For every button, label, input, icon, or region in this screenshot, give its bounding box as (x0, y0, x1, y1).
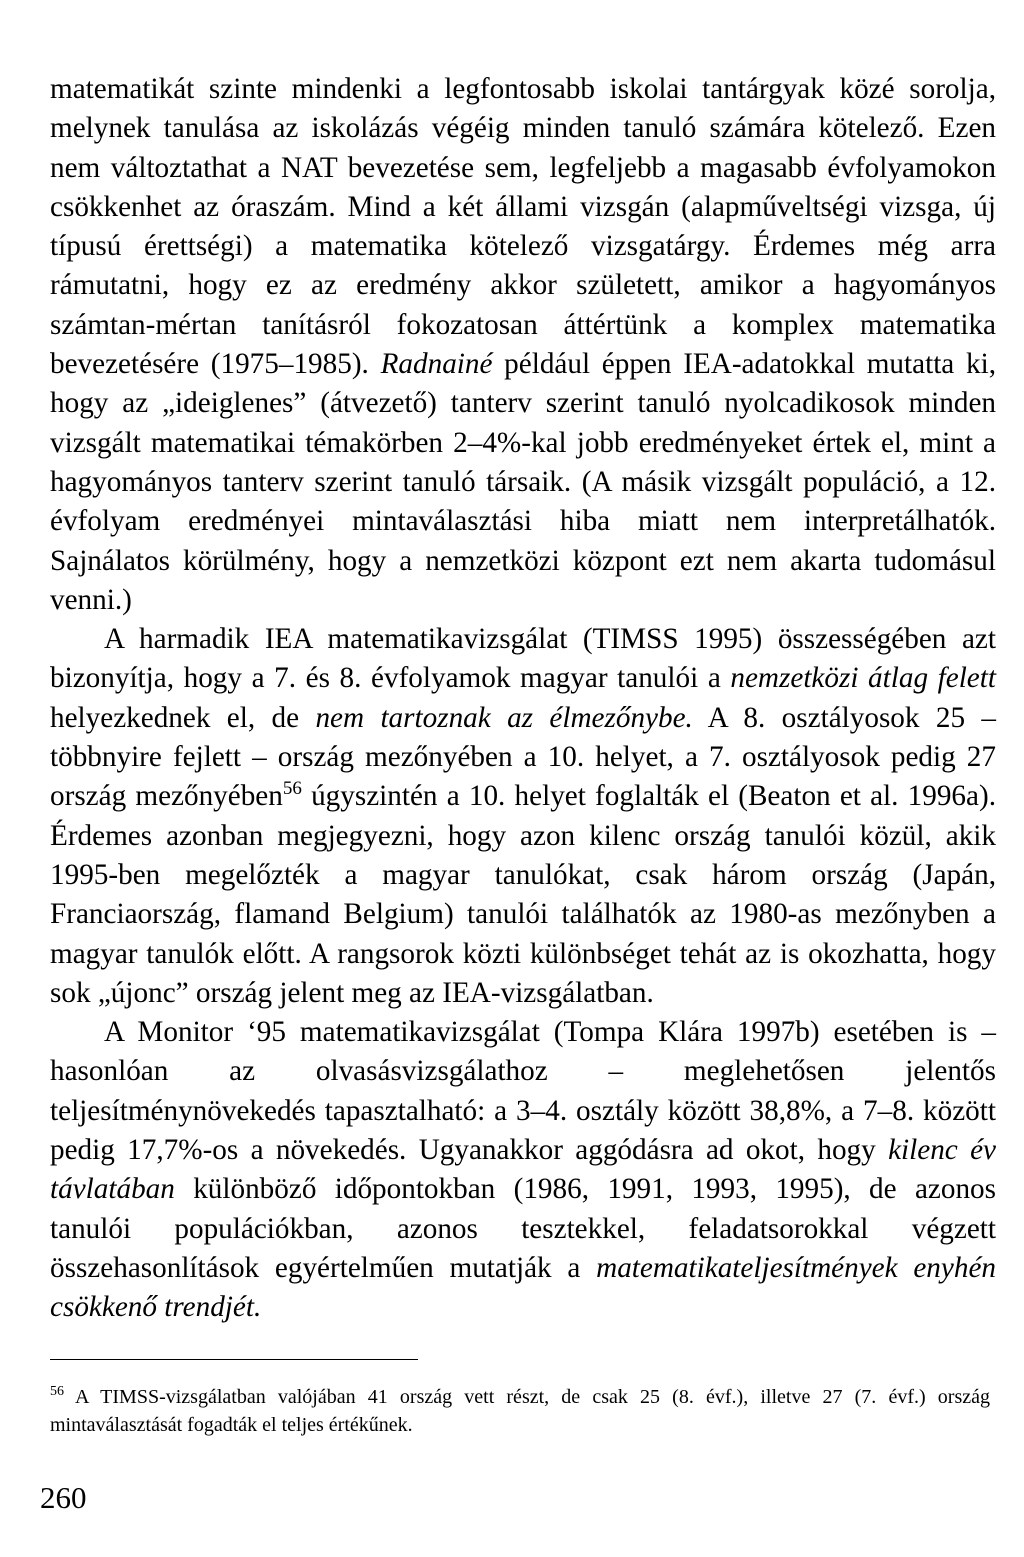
page-number: 260 (40, 1480, 87, 1515)
paragraph-3 (50, 1013, 996, 1327)
paragraph-1 (50, 70, 996, 620)
text-run: különböző időpontokban (1986, 1991, 1993, 1995), de azonos tanulói populációkban, azonos tesztekkel, feladatsorokkal végzett összehasonlítások egyértelműen mutatják a (50, 1173, 996, 1284)
italic-text: Radnainé (380, 348, 493, 381)
paragraph-2 (50, 620, 996, 1013)
italic-text: matematikateljesítmények enyhén csökkenő trendjét. (50, 1251, 996, 1324)
footnote-56 (50, 1383, 990, 1439)
text-run: A harmadik IEA matematikavizsgálat (TIMSS 1995) összességében azt bizonyítja, hogy a 7. és 8. évfolyamok magyar tanulói a (50, 623, 996, 695)
page-body (50, 70, 996, 1328)
text-run: A 8. osztályosok 25 – többnyire fejlett – ország mezőnyében a 10. helyet, a 7. osztályosok pedig 27 ország mezőnyében (50, 701, 997, 813)
italic-text: nemzetközi átlag felett (730, 662, 996, 695)
text-run: helyezkednek el, de (50, 701, 316, 734)
text-run: matematikát szinte mindenki a legfontosabb iskolai tantárgyak közé sorolja, melynek tanulása az iskolázás végéig minden tanuló számára kötelező. Ezen nem változtathat a NAT bevezetése sem, legfeljebb a magasabb évfolyamokon csökkenhet az óraszám. Mind a két állami vizsgán (alapműveltségi vizsga, új típusú érettségi) a matematika kötelező vizsgatárgy. Érdemes még arra rámutatni, hogy ez az eredmény akkor született, amikor a hagyományos számtan-mértan tanításról fokozatosan áttértünk a komplex matematika bevezetésére (1975–1985). (50, 73, 996, 381)
italic-text: kilenc év távlatában (50, 1134, 996, 1206)
text-run: A Monitor ‘95 matematikavizsgálat (Tompa Klára 1997b) esetében is – hasonlóan az olvasásvizsgálathoz – meglehetősen jelentős teljesítménynövekedés tapasztalható: a 3–4. osztály között 38,8%, a 7–8. között pedig 17,7%-os a növekedés. Ugyanakkor aggódásra ad okot, hogy (50, 1016, 996, 1167)
main-text (50, 70, 996, 1328)
italic-text: nem tartoznak az élmezőnybe. (315, 701, 693, 734)
footnote-reference: 56 (282, 778, 302, 800)
footnote-divider (50, 1359, 418, 1360)
text-run: például éppen IEA-adatokkal mutatta ki, hogy az „ideiglenes” (átvezető) tanterv szerint tanuló nyolcadikosok minden vizsgált matematikai témakörben 2–4%-kal jobb eredményeket értek el, mint a hagyományos tanterv szerint tanuló társaik. (A másik vizsgált populáció, a 12. évfolyam eredményei mintaválasztási hiba miatt nem interpretálhatók. Sajnálatos körülmény, hogy a nemzetközi központ ezt nem akarta tudomásul venni.) (50, 348, 996, 616)
text-run: úgyszintén a 10. helyet foglalták el (Beaton et al. 1996a). Érdemes azonban megjegyezni, hogy azon kilenc ország tanulói közül, akik 1995-ben megelőzték a magyar tanulókat, csak három ország (Japán, Franciaország, flamand Belgium) tanulói találhatók az 1980-as mezőnyben a magyar tanulók előtt. A rangsorok közti különbséget tehát az is okozhatta, hogy sok „újonc” ország jelent meg az IEA-vizsgálatban. (50, 780, 996, 1009)
footnote-text: A TIMSS-vizsgálatban valójában 41 ország vett részt, de csak 25 (8. évf.), illetve 27 (7. évf.) ország mintaválasztását fogadták el teljes értékűnek. (50, 1386, 990, 1436)
footnote-number: 56 (50, 1384, 64, 1399)
